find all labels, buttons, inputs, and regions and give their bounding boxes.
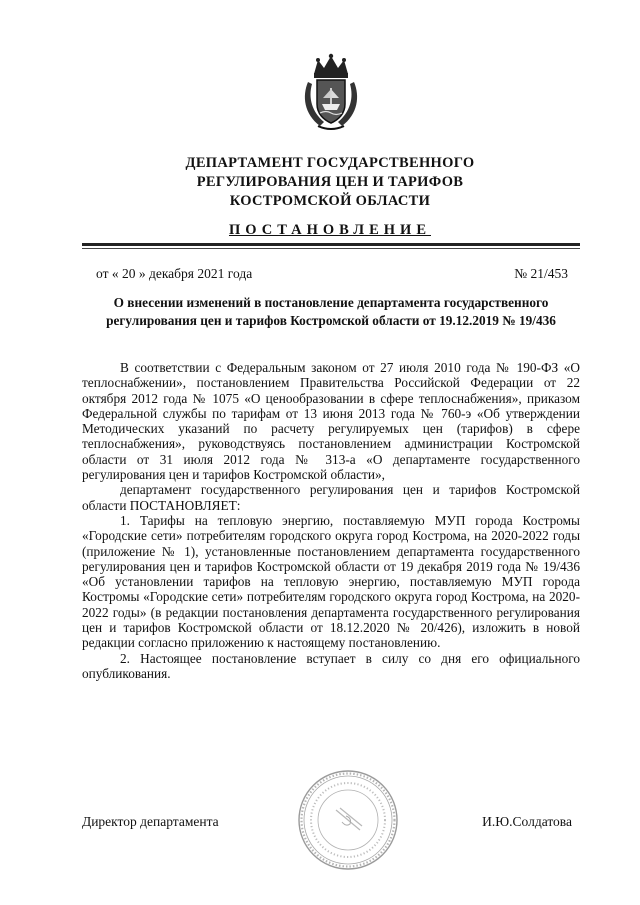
item-1-paragraph: 1. Тарифы на тепловую энергию, поставляемую МУП города Костромы «Городские сети» потребителям городского округа город Кострома, на 2020-2022 годы (приложение № 1), установленные постановлением департамента государственного регулирования цен и тарифов Костромской области от 19 декабря 2019 года № 19/436 «Об установлении тарифов на тепловую энергию, поставляемую МУП города Костромы «Городские сети» потребителям городского округа город Кострома, на 2020-2022 годы» (в редакции постановления департамента государственного регулирования цен и тарифов Костромской области от 18.12.2020 № 20/426), изложить в новой редакции согласно приложению к настоящему постановлению. xyxy=(82,512,580,651)
department-line-2: РЕГУЛИРОВАНИЯ ЦЕН И ТАРИФОВ xyxy=(196,174,464,190)
document-subject xyxy=(82,294,580,330)
kostroma-coat-of-arms-icon xyxy=(300,52,362,132)
header-divider xyxy=(82,243,580,246)
document-type-title: ПОСТАНОВЛЕНИЕ xyxy=(228,222,431,238)
item-2-paragraph: 2. Настоящее постановление вступает в силу со дня его официального опубликования. xyxy=(82,650,580,681)
department-name xyxy=(120,154,540,211)
resolves-paragraph: департамент государственного регулирования цен и тарифов Костромской области ПОСТАНОВЛЯЕТ: xyxy=(82,482,580,513)
subject-line-2: регулирования цен и тарифов Костромской области от 19.12.2019 № 19/436 xyxy=(106,313,556,328)
department-line-1: ДЕПАРТАМЕНТ ГОСУДАРСТВЕННОГО xyxy=(185,155,475,171)
signature-block xyxy=(82,814,572,830)
subject-line-1: О внесении изменений в постановление департамента государственного xyxy=(113,295,549,310)
signatory-name: И.Ю.Солдатова xyxy=(482,814,572,829)
signatory-position: Директор департамента xyxy=(82,814,219,829)
header-divider-thin xyxy=(82,248,580,249)
document-date: от « 20 » декабря 2021 года xyxy=(96,266,253,281)
date-number-line xyxy=(96,266,568,282)
document-number: № 21/453 xyxy=(514,266,568,281)
document-body xyxy=(82,360,580,681)
department-line-3: КОСТРОМСКОЙ ОБЛАСТИ xyxy=(229,193,431,209)
preamble-paragraph: В соответствии с Федеральным законом от 27 июля 2010 года № 190-ФЗ «О теплоснабжении», постановлением Правительства Российской Федерации от 22 октября 2012 года № 1075 «О ценообразовании в сфере теплоснабжения», приказом Федеральной службы по тарифам от 13 июня 2013 года № 760-э «Об утверждении Методических указаний по расчету регулируемых цен (тарифов) в сфере теплоснабжения», руководствуясь постановлением администрации Костромской области от 31 июля 2012 года № 313-а «О департаменте государственного регулирования цен и тарифов Костромской области», xyxy=(82,360,580,483)
